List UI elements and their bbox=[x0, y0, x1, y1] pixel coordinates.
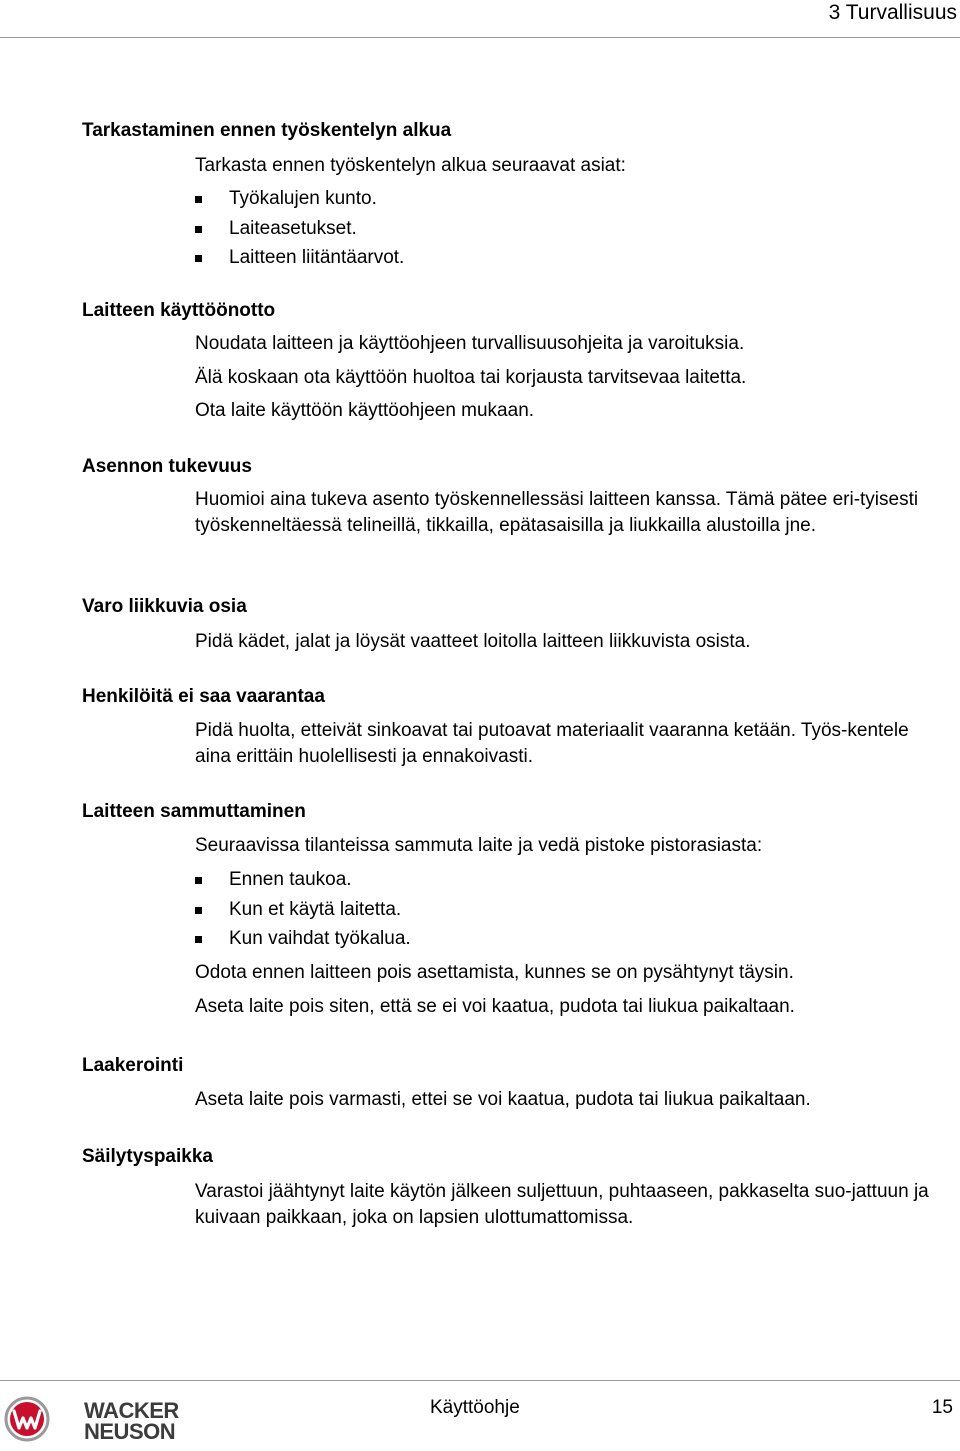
header-divider bbox=[0, 37, 960, 38]
page-number: 15 bbox=[931, 1397, 953, 1418]
section-heading-varo-liikkuvia-osia: Varo liikkuvia osia bbox=[82, 596, 247, 617]
brand-logo-text bbox=[84, 1400, 179, 1442]
section-text: Noudata laitteen ja käyttöohjeen turvallisuusohjeita ja varoituksia. bbox=[195, 333, 745, 354]
wacker-neuson-logo-icon bbox=[4, 1396, 50, 1442]
bullet-square-icon bbox=[195, 877, 202, 884]
section-text: Tarkasta ennen työskentelyn alkua seuraavat asiat: bbox=[195, 155, 626, 176]
section-heading-sammuttaminen: Laitteen sammuttaminen bbox=[82, 801, 306, 822]
section-text: Aseta laite pois siten, että se ei voi kaatua, pudota tai liukua paikaltaan. bbox=[195, 996, 795, 1017]
section-text: Ota laite käyttöön käyttöohjeen mukaan. bbox=[195, 400, 535, 421]
footer-document-title: Käyttöohje bbox=[430, 1397, 520, 1418]
chapter-title: 3 Turvallisuus bbox=[828, 1, 957, 24]
bullet-square-icon bbox=[195, 936, 202, 943]
list-item-text: Työkalujen kunto. bbox=[229, 188, 377, 209]
section-heading-henkiloita: Henkilöitä ei saa vaarantaa bbox=[82, 686, 325, 707]
section-text: Pidä kädet, jalat ja löysät vaatteet loitolla laitteen liikkuvista osista. bbox=[195, 631, 751, 652]
section-text: Odota ennen laitteen pois asettamista, kunnes se on pysähtynyt täysin. bbox=[195, 962, 794, 983]
list-item-text: Kun et käytä laitetta. bbox=[229, 899, 402, 920]
brand-line-1: WACKER bbox=[84, 1398, 179, 1423]
bullet-square-icon bbox=[195, 226, 202, 233]
section-heading-tarkastaminen: Tarkastaminen ennen työskentelyn alkua bbox=[82, 120, 452, 141]
section-heading-sailytyspaikka: Säilytyspaikka bbox=[82, 1146, 213, 1167]
footer-divider bbox=[0, 1380, 960, 1381]
section-paragraph: Varastoi jäähtynyt laite käytön jälkeen suljettuun, puhtaaseen, pakkaselta suo-jattuun ja kuivaan paikkaan, joka on lapsien ulottumattomissa. bbox=[195, 1181, 929, 1228]
section-heading-asennon-tukevuus: Asennon tukevuus bbox=[82, 456, 252, 477]
section-text: Aseta laite pois varmasti, ettei se voi kaatua, pudota tai liukua paikaltaan. bbox=[195, 1089, 811, 1110]
section-paragraph: Pidä huolta, etteivät sinkoavat tai putoavat materiaalit vaaranna ketään. Työs-kentele aina erittäin huolellisesti ja ennakoivasti. bbox=[195, 720, 909, 767]
section-text: Seuraavissa tilanteissa sammuta laite ja vedä pistoke pistorasiasta: bbox=[195, 835, 763, 856]
list-item-text: Kun vaihdat työkalua. bbox=[229, 928, 411, 949]
bullet-square-icon bbox=[195, 255, 202, 262]
bullet-square-icon bbox=[195, 907, 202, 914]
section-heading-laakerointi: Laakerointi bbox=[82, 1055, 184, 1076]
brand-line-2: NEUSON bbox=[84, 1419, 176, 1444]
section-heading-kayttoonotto: Laitteen käyttöönotto bbox=[82, 300, 276, 321]
list-item-text: Laitteen liitäntäarvot. bbox=[229, 247, 405, 268]
section-text: Älä koskaan ota käyttöön huoltoa tai korjausta tarvitsevaa laitetta. bbox=[195, 367, 747, 388]
section-paragraph: Huomioi aina tukeva asento työskennellessäsi laitteen kanssa. Tämä pätee eri-tyisesti työskenneltäessä telineillä, tikkailla, epätasaisilla ja liukkailla alustoilla jne. bbox=[195, 489, 919, 536]
list-item-text: Laiteasetukset. bbox=[229, 218, 357, 239]
bullet-square-icon bbox=[195, 196, 202, 203]
list-item-text: Ennen taukoa. bbox=[229, 869, 352, 890]
